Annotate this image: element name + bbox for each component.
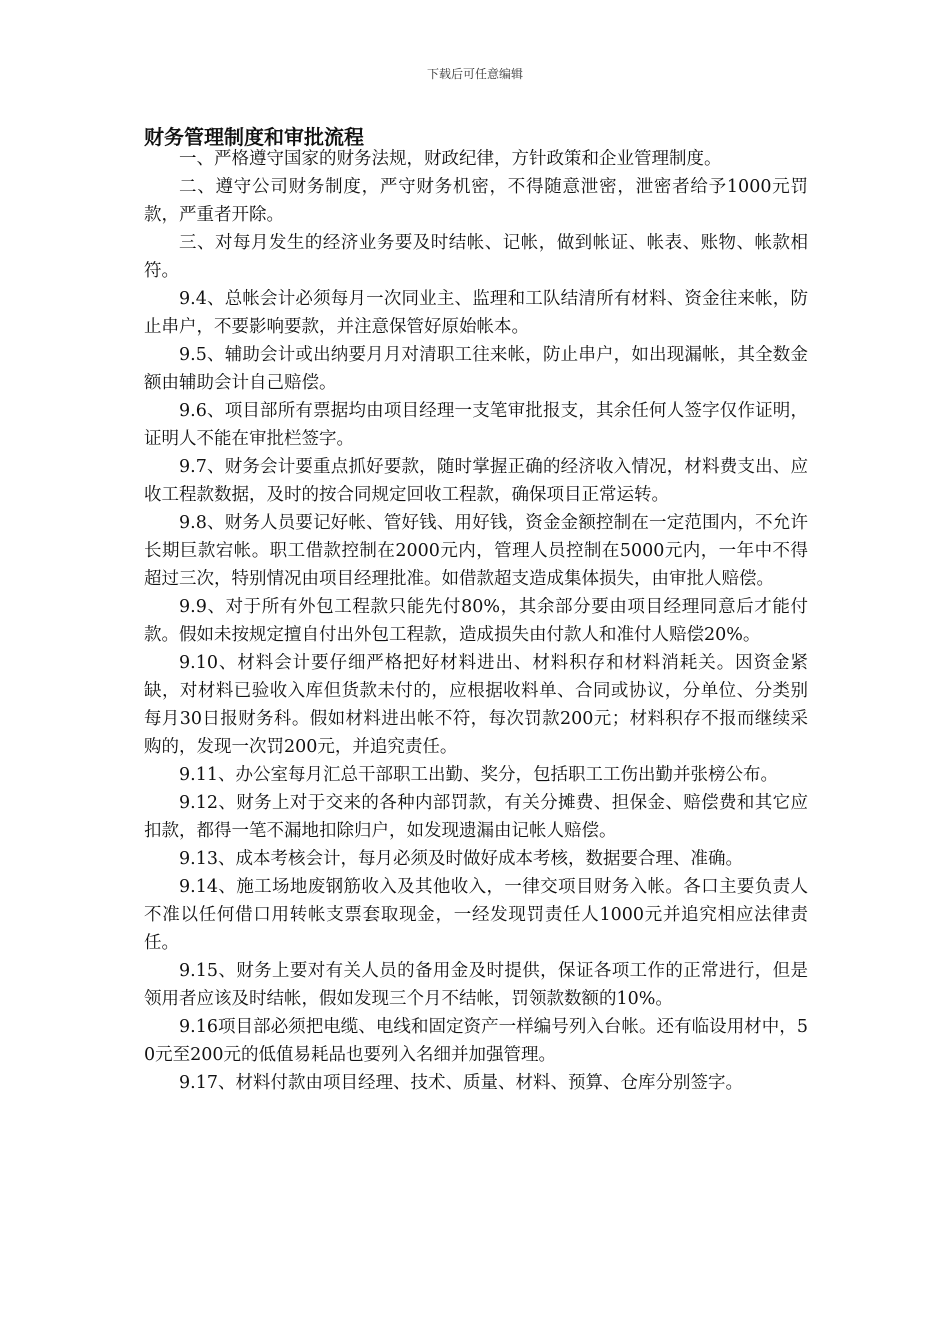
paragraph-9-9: 9.9、对于所有外包工程款只能先付80%，其余部分要由项目经理同意后才能付款。假如未按规定擅自付出外包工程款，造成损失由付款人和准付人赔偿20%。 bbox=[144, 597, 808, 645]
document-body bbox=[144, 145, 808, 1097]
paragraph-3: 三、对每月发生的经济业务要及时结帐、记帐，做到帐证、帐表、账物、帐款相符。 bbox=[144, 233, 808, 281]
paragraph-9-16: 9.16项目部必须把电缆、电线和固定资产一样编号列入台帐。还有临设用材中，50元至200元的低值易耗品也要列入名细并加强管理。 bbox=[144, 1017, 808, 1065]
paragraph-9-14: 9.14、施工场地废钢筋收入及其他收入，一律交项目财务入帐。各口主要负责人不准以任何借口用转帐支票套取现金，一经发现罚责任人1000元并追究相应法律责任。 bbox=[144, 877, 808, 953]
paragraph-9-17: 9.17、材料付款由项目经理、技术、质量、材料、预算、仓库分别签字。 bbox=[179, 1073, 743, 1093]
document-title: 财务管理制度和审批流程 bbox=[144, 125, 364, 149]
paragraph-9-8: 9.8、财务人员要记好帐、管好钱、用好钱，资金金额控制在一定范围内，不允许长期巨款宕帐。职工借款控制在2000元内，管理人员控制在5000元内，一年中不得超过三次，特别情况由项目经理批准。如借款超支造成集体损失，由审批人赔偿。 bbox=[144, 513, 808, 589]
paragraph-9-4: 9.4、总帐会计必须每月一次同业主、监理和工队结清所有材料、资金往来帐，防止串户，不要影响要款，并注意保管好原始帐本。 bbox=[144, 289, 808, 337]
paragraph-9-10: 9.10、材料会计要仔细严格把好材料进出、材料积存和材料消耗关。因资金紧缺，对材料已验收入库但货款未付的，应根据收料单、合同或协议，分单位、分类别每月30日报财务科。假如材料进出帐不符，每次罚款200元；材料积存不报而继续采购的，发现一次罚200元，并追究责任。 bbox=[144, 653, 808, 757]
paragraph-9-6: 9.6、项目部所有票据均由项目经理一支笔审批报支，其余任何人签字仅作证明，证明人不能在审批栏签字。 bbox=[144, 401, 808, 449]
paragraph-9-13: 9.13、成本考核会计，每月必须及时做好成本考核，数据要合理、准确。 bbox=[179, 849, 743, 869]
paragraph-2: 二、遵守公司财务制度，严守财务机密，不得随意泄密，泄密者给予1000元罚款，严重者开除。 bbox=[144, 177, 808, 225]
paragraph-9-12: 9.12、财务上对于交来的各种内部罚款，有关分摊费、担保金、赔偿费和其它应扣款，都得一笔不漏地扣除归户，如发现遗漏由记帐人赔偿。 bbox=[144, 793, 808, 841]
paragraph-9-11: 9.11、办公室每月汇总干部职工出勤、奖分，包括职工工伤出勤并张榜公布。 bbox=[179, 765, 778, 785]
paragraph-9-5: 9.5、辅助会计或出纳要月月对清职工往来帐，防止串户，如出现漏帐，其全数金额由辅助会计自己赔偿。 bbox=[144, 345, 808, 393]
paragraph-1: 一、严格遵守国家的财务法规，财政纪律，方针政策和企业管理制度。 bbox=[179, 149, 722, 169]
paragraph-9-15: 9.15、财务上要对有关人员的备用金及时提供，保证各项工作的正常进行，但是领用者应该及时结帐，假如发现三个月不结帐，罚领款数额的10%。 bbox=[144, 961, 808, 1009]
header-note: 下载后可任意编辑 bbox=[426, 67, 523, 81]
paragraph-9-7: 9.7、财务会计要重点抓好要款，随时掌握正确的经济收入情况，材料费支出、应收工程款数据，及时的按合同规定回收工程款，确保项目正常运转。 bbox=[144, 457, 808, 505]
